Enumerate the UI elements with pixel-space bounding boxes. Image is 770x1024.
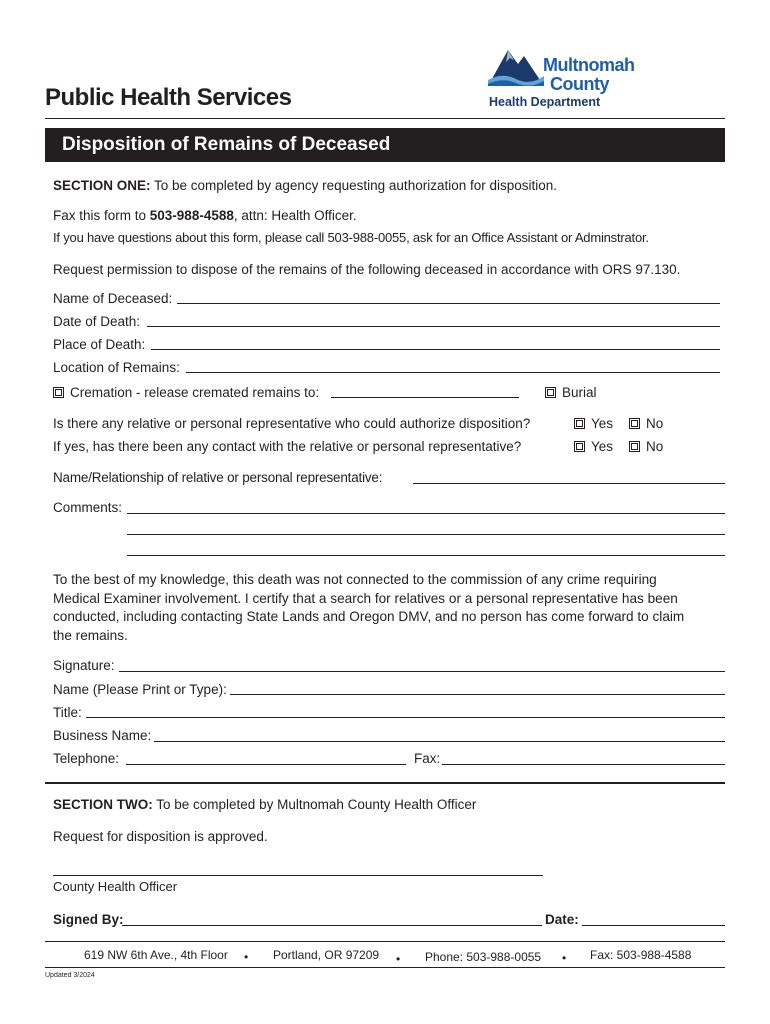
burial-label: Burial <box>562 385 597 400</box>
cremation-option[interactable] <box>53 384 319 401</box>
relative-no-option[interactable] <box>629 415 663 432</box>
name-of-deceased-field[interactable] <box>177 303 720 304</box>
relationship-field[interactable] <box>413 483 725 484</box>
footer-top-rule <box>45 941 725 942</box>
footer-phone: Phone: 503-988-0055 <box>425 950 542 964</box>
business-name-field[interactable] <box>154 741 725 742</box>
section-divider <box>45 782 725 784</box>
request-statement: Request permission to dispose of the remains of the following deceased in accordance with ORS 97.130. <box>53 262 681 277</box>
relative-yes-label: Yes <box>591 416 614 431</box>
fax-number: 503-988-4588 <box>149 208 234 223</box>
name-of-deceased-label: Name of Deceased: <box>53 291 173 306</box>
contact-question: If yes, has there been any contact with the relative or personal representative? <box>53 439 522 454</box>
fax-prefix: Fax this form to <box>53 208 150 223</box>
signed-by-label: Signed By: <box>53 912 124 927</box>
certification-line: Medical Examiner involvement. I certify that a search for relatives or a personal representative has been <box>53 590 678 606</box>
section-two-instructions: To be completed by Multnomah County Health Officer <box>152 797 477 812</box>
logo-multnomah: Multnomah <box>543 55 635 75</box>
section-one-heading <box>53 177 557 194</box>
date-of-death-label: Date of Death: <box>53 314 141 329</box>
telephone-field[interactable] <box>126 764 406 765</box>
footer-bullet: • <box>562 951 567 965</box>
contact-yes-option[interactable] <box>574 438 613 455</box>
location-of-remains-field[interactable] <box>186 372 720 373</box>
contact-no-option[interactable] <box>629 438 663 455</box>
approval-statement: Request for disposition is approved. <box>53 829 268 844</box>
date-of-death-field[interactable] <box>147 326 720 327</box>
section-one-label: SECTION ONE: <box>53 178 151 193</box>
mountain-logo-icon <box>488 46 544 90</box>
place-of-death-label: Place of Death: <box>53 337 146 352</box>
cremation-checkbox[interactable] <box>53 387 64 398</box>
footer-city: Portland, OR 97209 <box>273 948 380 962</box>
footer-fax: Fax: 503-988-4588 <box>590 948 692 962</box>
contact-no-checkbox[interactable] <box>629 441 640 452</box>
print-name-label: Name (Please Print or Type): <box>53 682 227 697</box>
signature-field[interactable] <box>119 671 725 672</box>
updated-date: Updated 3/2024 <box>45 972 95 979</box>
cremation-release-field[interactable] <box>331 397 519 398</box>
relative-question: Is there any relative or personal representative who could authorize disposition? <box>53 416 531 431</box>
date-label: Date: <box>545 912 579 927</box>
comments-label: Comments: <box>53 500 123 515</box>
footer-bullet: • <box>244 950 249 964</box>
title-field[interactable] <box>86 717 725 718</box>
certification-paragraph <box>53 571 684 645</box>
signed-by-field[interactable] <box>122 925 542 926</box>
footer-address: 619 NW 6th Ave., 4th Floor <box>84 948 228 962</box>
questions-note: If you have questions about this form, please call 503-988-0055, ask for an Office Assistant or Adminstrator. <box>53 230 649 245</box>
fax-field[interactable] <box>442 764 725 765</box>
header-rule <box>45 118 725 119</box>
relationship-label: Name/Relationship of relative or personal representative: <box>53 470 383 485</box>
fax-suffix: , attn: Health Officer. <box>233 208 357 223</box>
health-officer-label: County Health Officer <box>53 879 178 894</box>
contact-yes-label: Yes <box>591 439 614 454</box>
business-name-label: Business Name: <box>53 728 152 743</box>
date-field[interactable] <box>582 925 725 926</box>
page-title: Public Health Services <box>45 84 292 111</box>
comments-field-line-2[interactable] <box>127 534 725 535</box>
location-of-remains-label: Location of Remains: <box>53 360 180 375</box>
telephone-label: Telephone: <box>53 751 120 766</box>
footer-bottom-rule <box>45 967 725 968</box>
contact-no-label: No <box>646 439 664 454</box>
relative-yes-option[interactable] <box>574 415 613 432</box>
health-officer-signature-line[interactable] <box>53 875 543 876</box>
cremation-label: Cremation - release cremated remains to: <box>70 385 320 400</box>
relative-yes-checkbox[interactable] <box>574 418 585 429</box>
burial-option[interactable] <box>545 384 597 401</box>
print-name-field[interactable] <box>230 694 725 695</box>
place-of-death-field[interactable] <box>151 349 720 350</box>
footer-bullet: • <box>396 952 401 966</box>
contact-yes-checkbox[interactable] <box>574 441 585 452</box>
signature-label: Signature: <box>53 658 115 673</box>
certification-line: conducted, including contacting State Lands and Oregon DMV, and no person has come forward to claim <box>53 609 685 624</box>
county-logo <box>488 46 648 112</box>
certification-line: the remains. <box>53 627 128 643</box>
logo-county: County <box>550 74 609 94</box>
title-label: Title: <box>53 705 82 720</box>
burial-checkbox[interactable] <box>545 387 556 398</box>
relative-no-label: No <box>646 416 664 431</box>
relative-no-checkbox[interactable] <box>629 418 640 429</box>
logo-health-department: Health Department <box>489 95 601 109</box>
section-one-instructions: To be completed by agency requesting authorization for disposition. <box>150 178 558 193</box>
banner-title: Disposition of Remains of Deceased <box>62 134 391 155</box>
fax-instructions <box>53 207 357 224</box>
certification-line: To the best of my knowledge, this death was not connected to the commission of any crime requiring <box>53 572 657 587</box>
title-banner <box>45 128 725 162</box>
section-two-heading <box>53 796 476 813</box>
comments-field-line-1[interactable] <box>127 513 725 514</box>
comments-field-line-3[interactable] <box>127 555 725 556</box>
section-two-label: SECTION TWO: <box>53 797 153 812</box>
fax-label: Fax: <box>414 751 441 766</box>
